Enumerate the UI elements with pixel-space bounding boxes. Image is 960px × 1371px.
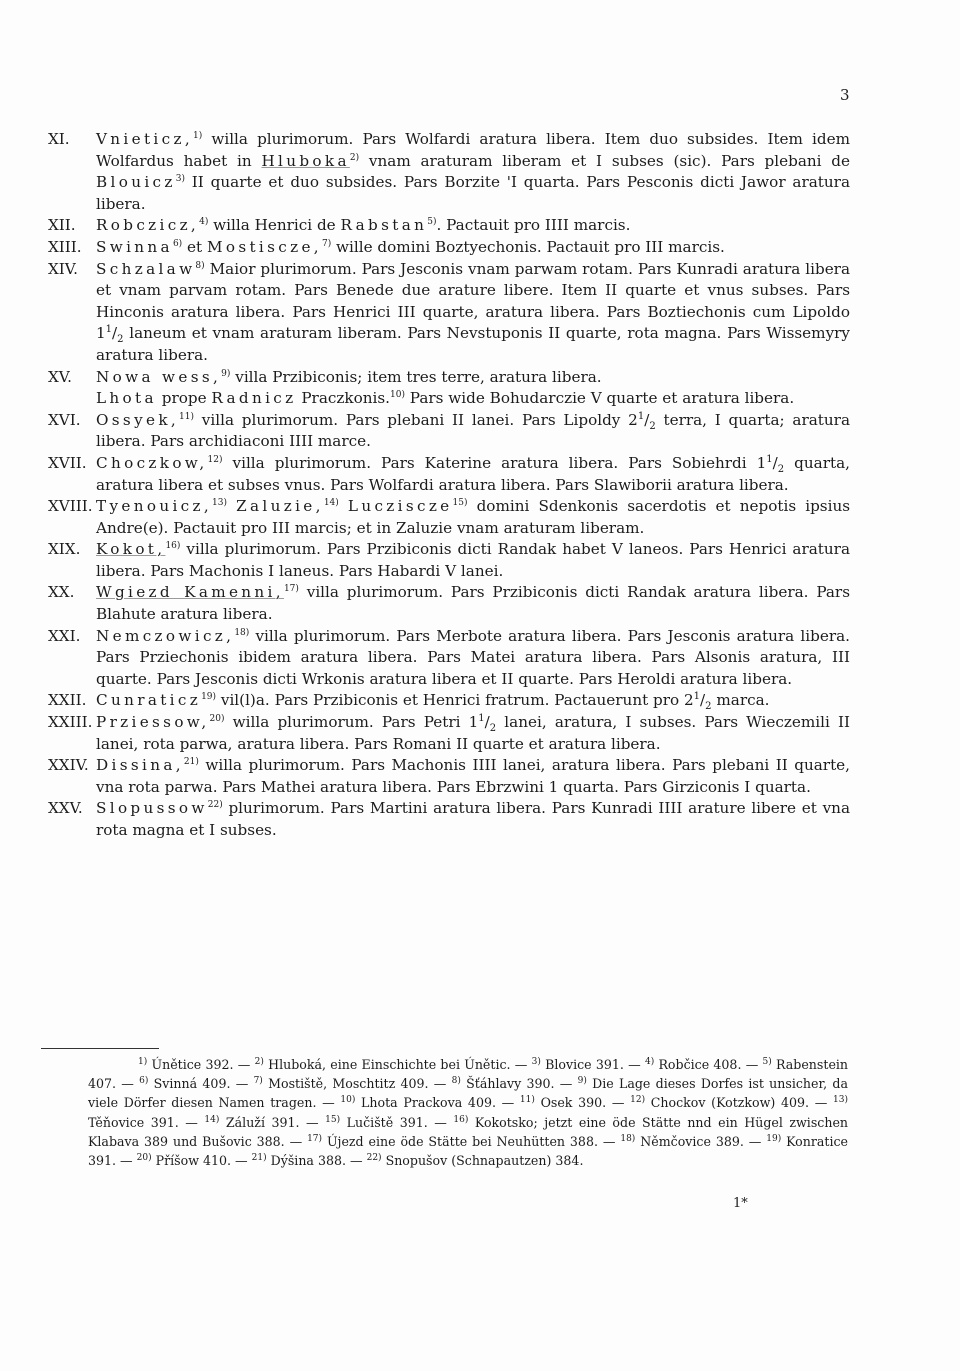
text-run: vnam araturam liberam et I subses (sic). Pars plebani de [359, 151, 850, 170]
place-name: Lhota [96, 389, 157, 408]
footnote-number: 4) [644, 1056, 655, 1067]
footnote-text: Robčice 408. [654, 1057, 742, 1072]
footnote-number: 18) [620, 1133, 636, 1144]
signature-mark: 1* [733, 1196, 748, 1211]
entry-text [96, 539, 850, 582]
footnote-ref: 12) [207, 454, 223, 465]
text-run: quarta, aratura libera et subses vnus. Pars Wolfardi aratura libera. Pars Slawiborii aratura libera. [96, 453, 850, 494]
entry [48, 237, 850, 259]
fraction: $1^1/_2$ [756, 453, 785, 475]
footnote-ref: 14) [323, 498, 339, 509]
entry-number: XXIV. [48, 756, 89, 775]
entry-number: XXIII. [48, 713, 93, 732]
entry-number: XV. [48, 367, 72, 386]
footnote-ref: 4) [199, 217, 209, 228]
footnote-text: Těňovice 391. [88, 1114, 179, 1130]
footnote-ref: 17) [283, 584, 299, 595]
entry [48, 712, 850, 755]
entry [48, 755, 850, 798]
footnote-text: Die Lage dieses Dorfes ist unsicher, da viele Dörfer diesen Namen tragen. [88, 1076, 848, 1111]
footnote-ref: 7) [321, 238, 332, 249]
text-run: . Pactauit pro IIII marcis. [436, 216, 631, 235]
footnote-number: 10) [340, 1095, 356, 1106]
text-run: terra, I quarta; aratura libera. Pars archidiaconi IIII marce. [96, 410, 851, 451]
text-run: Praczkonis. [296, 389, 390, 408]
footnote-text: Rabenstein 407. [88, 1057, 849, 1092]
footnote-ref: 22) [207, 800, 223, 811]
footnote-block: $^{1)}$ Únětice 392. — $^{2)}$ Hluboká, eine Einschichte bei Únětic. — $^{3)}$ Blovice 391. — $^{4)}$ Robčice 408. — $^{5)}$ Rabenstein 407. — $^{6)}$ Svinná 409. — $^{7)}$ Mostiště, Moschtitz 409. — $^{8)}$ Šťáhlavy 390. — $^{9)}$ Die Lage dieses Dorfes ist unsicher, da viele Dörfer diesen Namen tragen. — $^{10)}$ Lhota Prackova 409. — $^{11)}$ Osek 390. — $^{12)}$ Chockov (Kotzkow) 409. — $^{13)}$ Těňovice 391. — $^{14)}$ Záluží 391. — $^{15)}$ Lučiště 391. — $^{16)}$ Kokotsko; jetzt eine öde Stätte nnd ein Hügel zwischen Klabava 389 und Bušovic 388. — $^{17)}$ Újezd eine öde Stätte bei Neuhütten 388. — $^{18)}$ Němčovice 389. — $^{19)}$ Konratice 391. — $^{20)}$ Příšow 410. — $^{21)}$ Dýšina 388. — $^{22)}$ Snopušov (Schnapautzen) 384. [88, 1056, 849, 1169]
entry [48, 496, 850, 539]
footnote-number: 20) [136, 1152, 152, 1163]
footnote-ref: 13) [212, 498, 228, 509]
place-name: Kokot, [96, 540, 166, 559]
footnote-text: Blovice 391. [540, 1057, 624, 1072]
text-run: et [182, 237, 207, 256]
footnote-ref: 11) [179, 411, 195, 422]
entry-text [96, 712, 850, 755]
footnote-text: Lhota Prackova 409. [355, 1095, 496, 1111]
footnote-text: Mostiště, Moschtitz 409. [262, 1076, 429, 1092]
entry-number: XIX. [48, 540, 81, 559]
footnote-text: Chockov (Kotzkow) 409. [645, 1095, 810, 1111]
footnote-number: 19) [766, 1133, 782, 1144]
text-run: marca. [711, 691, 770, 710]
footnotes [88, 1055, 848, 1170]
text-run: Maior plurimorum. Pars Jesconis vnam parwam rotam. Pars Kunradi aratura libera et vnam parvam rotam. Pars Benede due arature libere. Item II quarte et vnus subses. Pars Hinconis aratura libera. Pars Henrici III quarte, aratura libera. Pars Boztiechonis cum Lipoldo [96, 259, 850, 321]
text-run: II quarte et duo subsides. Pars Borzite 'I quarta. Pars Pesconis dicti Jawor aratura libera. [96, 173, 850, 213]
footnote-ref: 10) [390, 390, 405, 401]
footnote-text: Konratice 391. [88, 1133, 848, 1169]
footnote-ref: 8) [195, 260, 205, 271]
place-name: Lucziscze [347, 497, 453, 516]
entry-text [96, 496, 850, 539]
footnote-text: Osek 390. [534, 1095, 607, 1111]
place-name: Robczicz, [96, 216, 200, 235]
entry-number: XVIII. [48, 497, 93, 516]
entry-text [96, 453, 850, 496]
footnote-number: 1) [138, 1056, 148, 1067]
text-run: villa plurimorum. Pars Przibiconis dicti Randak habet V laneos. Pars Henrici aratura libera. Pars Machonis I laneus. Pars Habardi V lanei. [96, 540, 850, 580]
place-name: Rabstan [340, 216, 428, 235]
fraction: $1^1/_2$ [96, 324, 124, 346]
footnote-ref: 15) [452, 498, 468, 509]
entry-number: XIV. [48, 259, 78, 278]
footnote-ref: 1) [193, 130, 203, 141]
entry [48, 690, 850, 712]
text-run: Pars wide Bohudarczie V quarte et aratura libera. [404, 389, 795, 408]
entry [48, 259, 850, 367]
footnote-ref: 21) [183, 757, 199, 768]
text-run: willa Henrici de [208, 216, 341, 235]
footnote-number: 21) [251, 1152, 267, 1163]
footnote-number: 14) [204, 1114, 220, 1125]
footnote-number: 11) [519, 1095, 535, 1106]
entry-text [96, 690, 850, 712]
entry [48, 539, 850, 582]
text-run [227, 497, 236, 515]
entry [48, 215, 850, 237]
text-run [339, 497, 348, 515]
entry-number: XXII. [48, 691, 87, 710]
footnote-number: 3) [531, 1056, 541, 1067]
footnote-number: 15) [325, 1114, 341, 1125]
footnote-number: 22) [366, 1152, 382, 1163]
footnote-number: 12) [630, 1095, 646, 1106]
text-run: laneum et vnam araturam liberam. Pars Nevstuponis II quarte, rota magna. Pars Wissemyry aratura libera. [96, 324, 850, 364]
place-name: Radnicz [211, 389, 297, 408]
main-text [48, 129, 850, 842]
footnote-number: 7) [253, 1076, 263, 1087]
footnote-number: 9) [577, 1076, 587, 1087]
text-run: willa plurimorum. Pars Petri [224, 713, 469, 732]
entry-text [96, 259, 850, 367]
entry-number: XIII. [48, 237, 82, 256]
entry-number: XI. [48, 130, 70, 148]
text-run: villa plurimorum. Pars Merbote aratura libera. Pars Jesconis aratura libera. Pars Prziechonis ibidem aratura libera. Pars Matei aratura libera. Pars Alsonis aratura, III quarte. Pars Jesconis dicti Wrkonis aratura libera et II quarte. Pars Heroldi aratura libera. [96, 626, 850, 688]
footnote-text: Záluží 391. [219, 1114, 300, 1130]
footnote-ref: 19) [201, 692, 217, 703]
text-run: vil(l)a. Pars Przibiconis et Henrici fratrum. Pactauerunt pro [216, 691, 684, 710]
entry [48, 367, 850, 410]
entry-number: XXV. [48, 799, 83, 818]
text-run: lanei, aratura, I subses. Pars Wieczemili II lanei, rota parwa, aratura libera. Pars Romani II quarte et aratura libera. [96, 713, 850, 753]
footnote-ref: 9) [221, 368, 231, 379]
footnote-text: Újezd eine öde Stätte bei Neuhütten 388. [322, 1133, 598, 1149]
text-run: domini Sdenkonis sacerdotis et nepotis ipsius Andre(e). Pactauit pro III marcis; et in Zaluzie vnam araturam liberam. [96, 497, 851, 537]
entry [48, 626, 850, 691]
footnote-text: Příšow 410. [151, 1153, 232, 1169]
entry [48, 410, 850, 453]
place-name: Blouicz [96, 173, 176, 192]
footnote-text: Snopušov (Schnapautzen) 384. [381, 1153, 584, 1169]
footnote-number: 16) [453, 1114, 469, 1125]
footnote-ref: 3) [175, 174, 185, 185]
entry-text [96, 410, 850, 453]
text-run: villa plurimorum. Pars Przibiconis dicti Randak aratura libera. Pars Blahute aratura libera. [96, 583, 850, 624]
entry-number: XVII. [48, 453, 87, 472]
footnote-text: Hluboká, eine Einschichte bei Únětic. [263, 1057, 511, 1072]
entry-text [96, 582, 850, 625]
place-name: Zaluzie, [236, 497, 324, 516]
footnote-ref: 2) [349, 152, 360, 163]
entry [48, 582, 850, 625]
entry [48, 453, 850, 496]
footnote-ref: 6) [172, 238, 183, 249]
place-name: Cunraticz [96, 691, 202, 710]
footnote-text: Lučiště 391. [340, 1114, 428, 1130]
footnote-text: Svinná 409. [148, 1076, 231, 1092]
fraction: $2^1/_2$ [628, 410, 656, 432]
entry-text [96, 755, 850, 798]
footnote-text: Němčovice 389. [635, 1133, 744, 1149]
footnote-number: 8) [451, 1076, 461, 1087]
place-name: Mostiscze, [206, 237, 322, 256]
entry [48, 129, 850, 215]
place-name: Nowa wess, [96, 367, 222, 386]
footnote-number: 17) [307, 1133, 323, 1144]
entry-text [96, 215, 850, 237]
text-run: plurimorum. Pars Martini aratura libera. Pars Kunradi IIII arature libere et vna rota magna et I subses. [96, 799, 850, 839]
footnote-ref: 18) [234, 627, 250, 638]
entry-number: XVI. [48, 410, 81, 429]
footnote-ref: 16) [165, 541, 181, 552]
entry-text [96, 129, 850, 215]
footnote-text: Kokotsko; jetzt eine öde Stätte nnd ein Hügel zwischen Klabava 389 und Bušovic 388. [88, 1114, 849, 1149]
footnote-ref: 20) [209, 713, 225, 724]
entry-number: XXI. [48, 626, 81, 645]
place-name: Vnieticz, [96, 130, 193, 148]
text-run: willa plurimorum. Pars Wolfardi aratura libera. Item duo subsides. Item idem Wolfardus habet in [96, 130, 850, 170]
footnote-number: 5) [762, 1056, 772, 1067]
footnote-number: 6) [139, 1076, 149, 1087]
place-name: Schzalaw [96, 259, 196, 278]
entry-text [96, 626, 850, 691]
page-number: 3 [840, 86, 850, 104]
entry-text [96, 367, 850, 410]
place-name: Swinna [96, 237, 173, 256]
text-run: willa plurimorum. Pars Machonis IIII lanei, aratura libera. Pars plebani II quarte, vna rota parwa. Pars Mathei aratura libera. Pars Ebrzwini 1 quarta. Pars Girziconis I quarta. [96, 756, 850, 796]
place-name: Hluboka [261, 151, 350, 170]
fraction: $2^1/_2$ [683, 691, 712, 713]
footnote-text: Únětice 392. [147, 1057, 234, 1072]
footnote-ref: 5) [427, 217, 437, 228]
place-name: Nemczowicz, [96, 626, 235, 645]
place-name: Tyenouicz, [96, 497, 213, 516]
footnote-text: Dýšina 388. [266, 1153, 346, 1169]
fraction: $1^1/_2$ [468, 712, 497, 735]
text-run: villa Przibiconis; item tres terre, aratura libera. [230, 367, 602, 386]
text-run: villa plurimorum. Pars Katerine aratura libera. Pars Sobiehrdi [222, 453, 757, 472]
place-name: Dissina, [96, 756, 184, 775]
footnote-text: Šťáhlavy 390. [460, 1076, 555, 1092]
place-name: Prziessow, [96, 713, 210, 732]
place-name: Ossyek, [96, 410, 180, 429]
entry-text [96, 237, 850, 259]
footnote-number: 2) [254, 1056, 264, 1067]
place-name: Wgiezd Kamenni, [96, 583, 284, 602]
text-run: prope [156, 389, 212, 408]
footnote-rule [41, 1048, 159, 1049]
place-name: Slopussow [96, 799, 208, 818]
entry-text [96, 798, 850, 841]
entry-number: XX. [48, 583, 75, 602]
text-run: villa plurimorum. Pars plebani II lanei. Pars Lipoldy [194, 410, 629, 429]
entry-number: XII. [48, 216, 76, 235]
place-name: Choczkow, [96, 453, 208, 472]
entry [48, 798, 850, 841]
text-run: wille domini Boztyechonis. Pactauit pro III marcis. [331, 237, 725, 256]
footnote-number: 13) [833, 1095, 848, 1106]
